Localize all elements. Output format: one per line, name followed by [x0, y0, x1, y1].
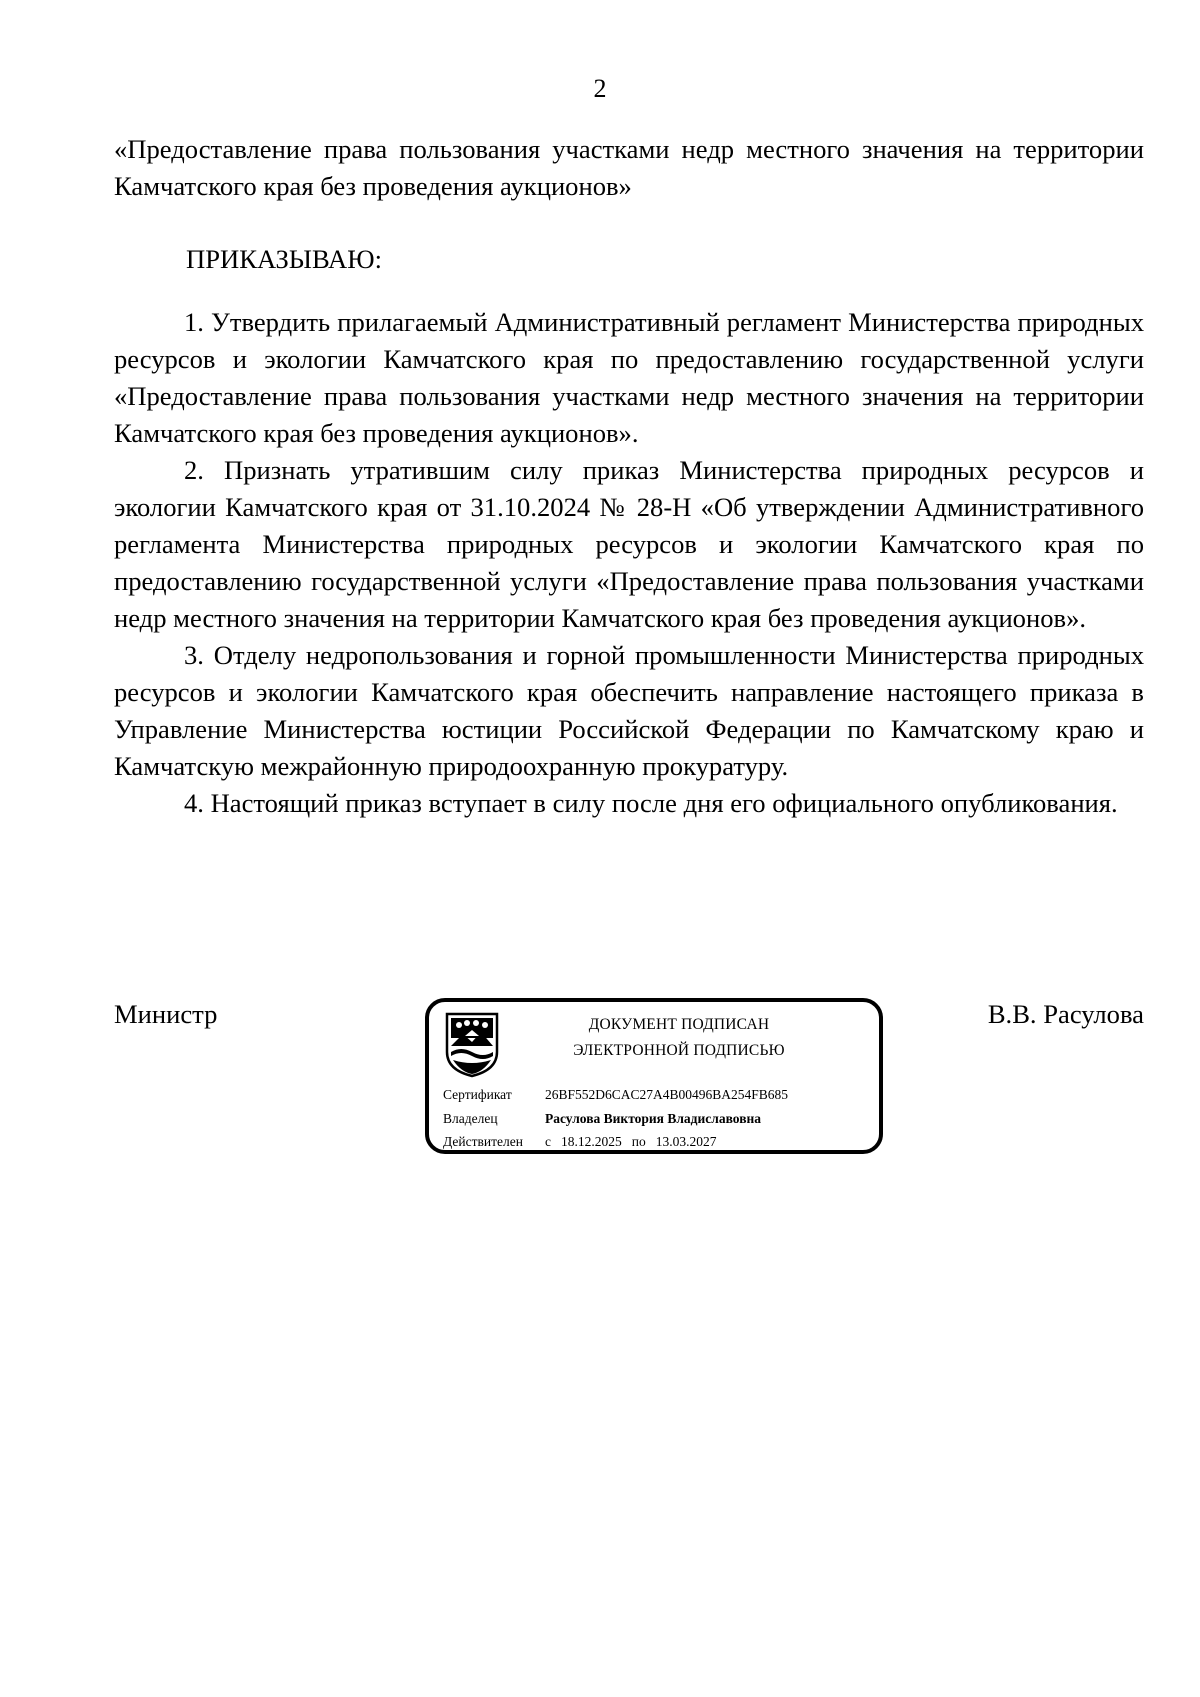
- owner-value: Расулова Виктория Владиславовна: [545, 1111, 762, 1126]
- page-number: 2: [593, 74, 607, 103]
- kamchatka-coat-of-arms-icon: [443, 1012, 501, 1078]
- order-heading: ПРИКАЗЫВАЮ:: [186, 244, 382, 274]
- valid-from-prefix: с: [545, 1134, 551, 1149]
- stamp-certificate-row: [443, 1086, 788, 1104]
- intro-text: «Предоставление права пользования участками недр местного значения на территории Камчатского края без проведения аукционов»: [114, 134, 1144, 201]
- intro-paragraph: [114, 131, 1144, 205]
- order-items: [114, 304, 1144, 822]
- signatory-name: В.В. Расулова: [987, 999, 1144, 1029]
- stamp-header-line-2: ЭЛЕКТРОННОЙ ПОДПИСЬЮ: [573, 1042, 785, 1059]
- order-item-2: 2. Признать утратившим силу приказ Министерства природных ресурсов и экологии Камчатского края от 31.10.2024 № 28-Н «Об утверждении Административного регламента Министерства природных ресурсов и экологии Камчатского края по предоставлению государственной услуги «Предоставление права пользования участками недр местного значения на территории Камчатского края без проведения аукционов».: [114, 455, 1144, 633]
- valid-to-date: 13.03.2027: [655, 1134, 717, 1149]
- order-item-4: 4. Настоящий приказ вступает в силу после дня его официального опубликования.: [184, 788, 1118, 818]
- stamp-owner-row: [443, 1110, 761, 1128]
- electronic-signature-stamp: [425, 998, 883, 1154]
- order-item-1: 1. Утвердить прилагаемый Административный регламент Министерства природных ресурсов и экологии Камчатского края по предоставлению государственной услуги «Предоставление права пользования участками недр местного значения на территории Камчатского края без проведения аукционов».: [114, 307, 1144, 448]
- certificate-label: Сертификат: [443, 1087, 512, 1102]
- signatory-title: Министр: [114, 999, 218, 1029]
- stamp-header: [529, 1012, 829, 1064]
- stamp-header-line-1: ДОКУМЕНТ ПОДПИСАН: [588, 1016, 770, 1033]
- valid-from-date: 18.12.2025: [561, 1134, 622, 1149]
- stamp-validity-row: [443, 1133, 716, 1151]
- owner-label: Владелец: [443, 1111, 498, 1126]
- order-item-3: 3. Отделу недропользования и горной промышленности Министерства природных ресурсов и экологии Камчатского края обеспечить направление настоящего приказа в Управление Министерства юстиции Российской Федерации по Камчатскому краю и Камчатскую межрайонную природоохранную прокуратуру.: [114, 640, 1144, 781]
- valid-to-prefix: по: [631, 1134, 646, 1149]
- validity-label: Действителен: [443, 1134, 523, 1149]
- certificate-value: 26BF552D6CAC27A4B00496BA254FB685: [545, 1087, 789, 1102]
